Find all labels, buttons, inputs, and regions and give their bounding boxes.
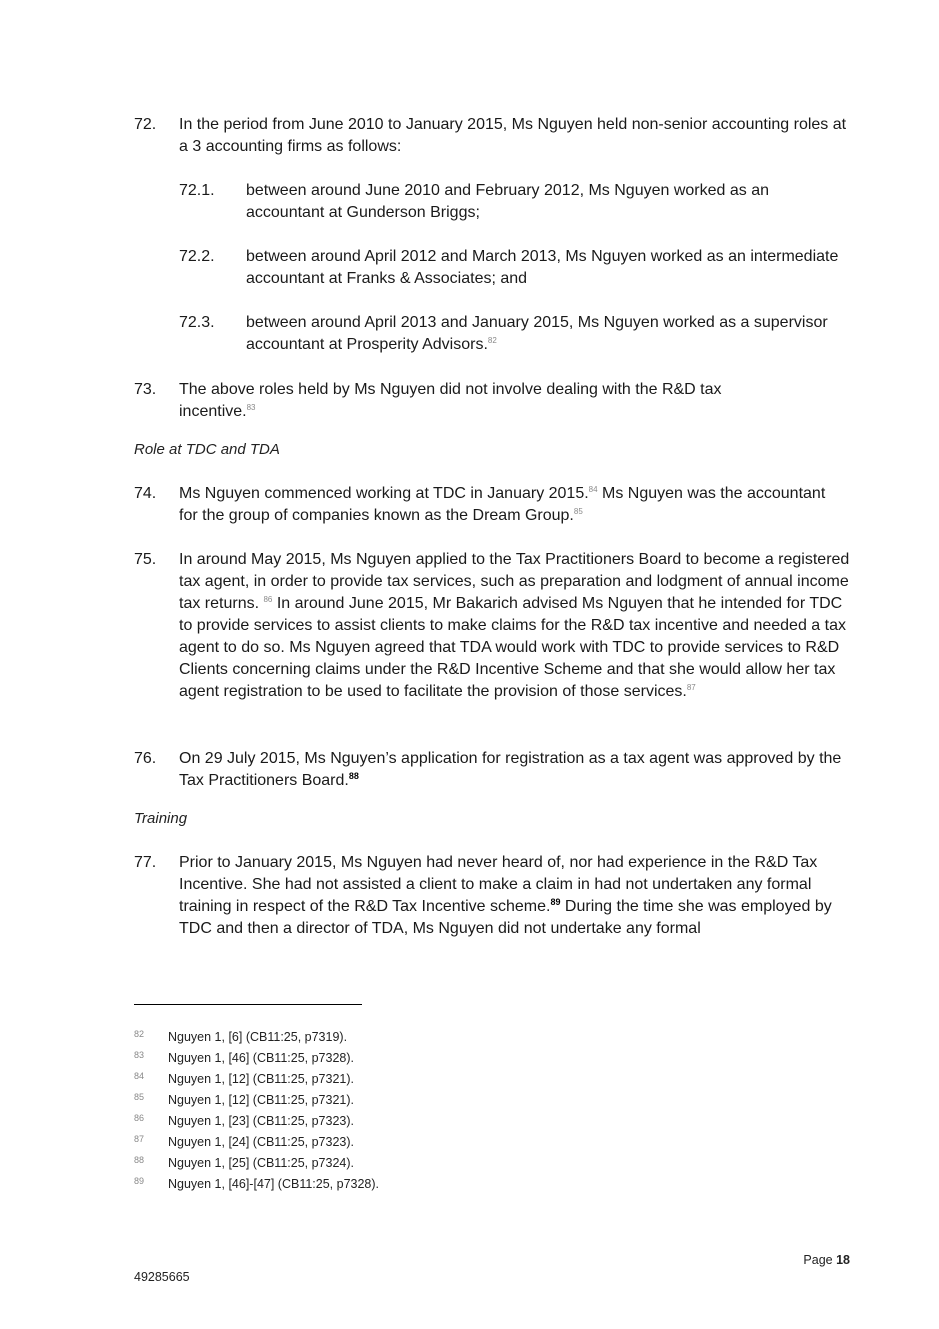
- paragraph-text: between around June 2010 and February 2012, Ms Nguyen worked as an accountant at Gunderson Briggs;: [246, 182, 770, 221]
- footnote-text: Nguyen 1, [23] (CB11:25, p7323).: [168, 1114, 354, 1128]
- footnote-ref[interactable]: 89: [550, 897, 561, 907]
- footnote-text: Nguyen 1, [24] (CB11:25, p7323).: [168, 1135, 354, 1149]
- footnote-ref[interactable]: 83: [246, 403, 256, 412]
- section-heading-role: Role at TDC and TDA: [134, 441, 280, 458]
- paragraph-number: 77.: [134, 854, 157, 871]
- section-heading-training: Training: [134, 810, 188, 827]
- paragraph-number: 76.: [134, 750, 157, 767]
- document-id: 49285665: [134, 1270, 190, 1284]
- paragraph-text: The above roles held by Ms Nguyen did not involve dealing with the R&D tax incentive.$^{83}$: [179, 381, 722, 420]
- paragraph-number: 72.2.: [179, 248, 215, 265]
- footnote-ref[interactable]: 88: [348, 771, 359, 781]
- footnote-text: Nguyen 1, [46] (CB11:25, p7328).: [168, 1051, 354, 1065]
- footnote-text: Nguyen 1, [25] (CB11:25, p7324).: [168, 1156, 354, 1170]
- footnote-number: 89: [134, 1176, 145, 1186]
- paragraph-number: 74.: [134, 485, 157, 502]
- footnote-text: Nguyen 1, [6] (CB11:25, p7319).: [168, 1030, 348, 1044]
- paragraph-text: On 29 July 2015, Ms Nguyen’s application for registration as a tax agent was approved by the Tax Practitioners Board.$^{88}$: [179, 750, 842, 789]
- page-label: Page: [803, 1253, 833, 1267]
- paragraph-number: 72.3.: [179, 314, 215, 331]
- footnote-number: 84: [134, 1071, 145, 1081]
- paragraph-number: 72.1.: [179, 182, 215, 199]
- footnote-text: Nguyen 1, [12] (CB11:25, p7321).: [168, 1072, 354, 1086]
- paragraph-number: 75.: [134, 551, 157, 568]
- paragraph-text: between around April 2012 and March 2013, Ms Nguyen worked as an intermediate accountant at Franks & Associates; and: [246, 248, 839, 287]
- paragraph-number: 73.: [134, 381, 157, 398]
- page-number: [803, 1253, 850, 1267]
- footnote-number: 87: [134, 1134, 145, 1144]
- paragraph-text: between around April 2013 and January 2015, Ms Nguyen worked as a supervisor accountant at Prosperity Advisors.$^{82}$: [246, 314, 828, 353]
- footnote-ref[interactable]: 87: [686, 683, 696, 692]
- paragraph-number: 72.: [134, 116, 157, 133]
- footnote-number: 86: [134, 1113, 145, 1123]
- footnote-ref[interactable]: 86: [263, 595, 273, 604]
- footnote-ref[interactable]: 84: [588, 485, 598, 494]
- footnote-text: Nguyen 1, [46]-[47] (CB11:25, p7328).: [168, 1177, 380, 1191]
- footnote-separator: [134, 1004, 362, 1005]
- footnote-number: 85: [134, 1092, 145, 1102]
- paragraph-text: Prior to January 2015, Ms Nguyen had never heard of, nor had experience in the R&D Tax Incentive. She had not assisted a client to make a claim in had not undertaken any formal training in respect of the R&D Tax Incentive scheme.$^{89}$ During the time she was employed by TDC and then a director of TDA, Ms Nguyen did not undertake any formal: [179, 854, 832, 937]
- paragraph-text: In around May 2015, Ms Nguyen applied to the Tax Practitioners Board to become a registered tax agent, in order to provide tax services, such as preparation and lodgment of annual income tax returns. $^{86}$ In around June 2015, Mr Bakarich advised Ms Nguyen that he intended for TDC to provide services to assist clients to make claims for the R&D tax incentive and needed a tax agent to do so. Ms Nguyen agreed that TDA would work with TDC to provide services to R&D Clients concerning claims under the R&D Incentive Scheme and that she would allow her tax agent registration to be used to facilitate the provision of those services.$^{87}$: [179, 551, 850, 700]
- page-number-value: 18: [836, 1253, 850, 1267]
- footnote-number: 82: [134, 1029, 145, 1039]
- footnote-number: 88: [134, 1155, 145, 1165]
- paragraph-text: In the period from June 2010 to January 2015, Ms Nguyen held non-senior accounting roles at a 3 accounting firms as follows:: [179, 116, 847, 155]
- footnote-number: 83: [134, 1050, 145, 1060]
- footnote-ref[interactable]: 82: [487, 336, 497, 345]
- paragraph-text: Ms Nguyen commenced working at TDC in January 2015.84 Ms Nguyen was the accountant for the group of companies known as the Dream Group.$^{85}$: [179, 485, 826, 524]
- footnote-ref[interactable]: 85: [573, 507, 583, 516]
- footnote-text: Nguyen 1, [12] (CB11:25, p7321).: [168, 1093, 354, 1107]
